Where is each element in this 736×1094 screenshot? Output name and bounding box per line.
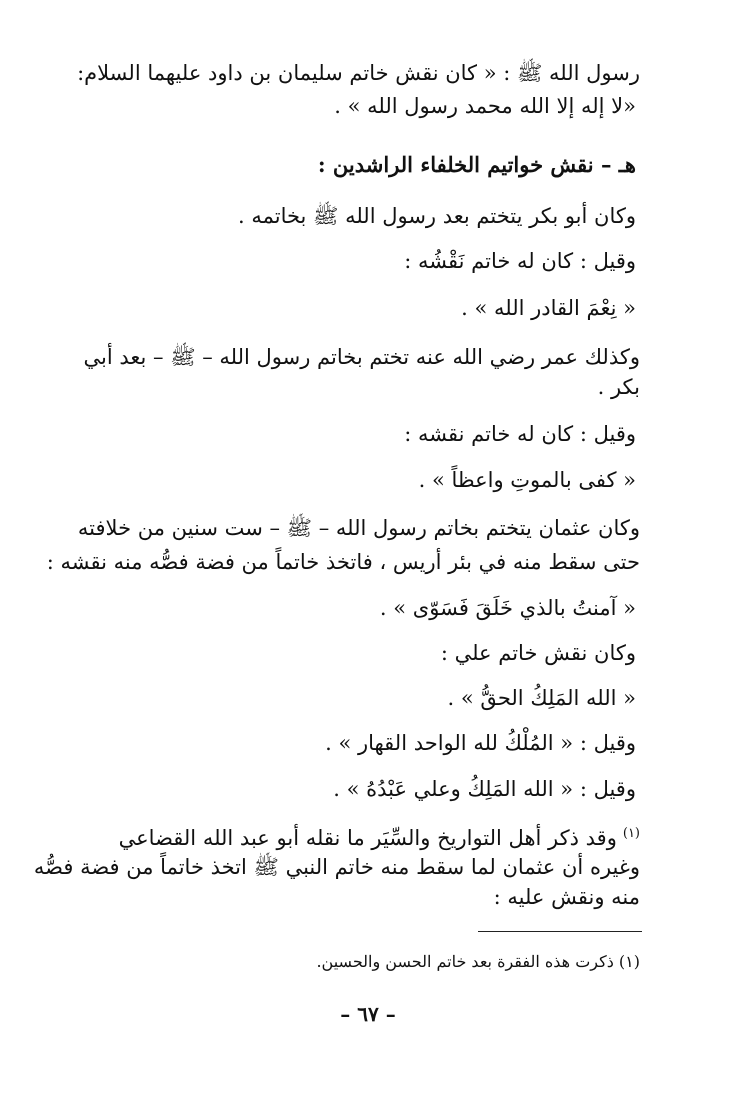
text-line-10: « كفى بالموتِ واعظاً » . xyxy=(418,468,636,492)
footnote-divider xyxy=(478,931,642,932)
text-line-17: وقيل : « الله المَلِكُ وعلي عَبْدُهُ » . xyxy=(333,777,636,801)
text-line-18-text: وقد ذكر أهل التواريخ والسِّيَر ما نقله أبو عبد الله القضاعي xyxy=(118,826,617,850)
text-line-13: « آمنتُ بالذي خَلَقَ فَسَوّى » . xyxy=(379,596,636,620)
text-line-12: حتى سقط منه في بئر أريس ، فاتخذ خاتماً من فضة فصُّه منه نقشه : xyxy=(46,550,640,574)
footnote-text: (١) ذكرت هذه الفقرة بعد خاتم الحسن والحسين. xyxy=(316,952,640,971)
text-line-7: وكذلك عمر رضي الله عنه تختم بخاتم رسول الله – ﷺ – بعد أبي xyxy=(83,345,640,369)
text-line-18 xyxy=(119,819,640,853)
footnote-reference[interactable]: (١) xyxy=(622,826,640,841)
text-line-9: وقيل : كان له خاتم نقشه : xyxy=(404,422,636,446)
text-line-1: رسول الله ﷺ : « كان نقش خاتم سليمان بن داود عليهما السلام: xyxy=(77,61,640,85)
text-line-5: وقيل : كان له خاتم نَقْشُه : xyxy=(404,249,636,273)
text-line-8: بكر . xyxy=(597,375,640,399)
text-line-20: منه ونقش عليه : xyxy=(493,885,640,909)
text-line-11: وكان عثمان يتختم بخاتم رسول الله – ﷺ – ست سنين من خلافته xyxy=(77,516,640,540)
text-line-16: وقيل : « المُلْكُ لله الواحد القهار » . xyxy=(325,731,636,755)
section-heading: هـ – نقش خواتيم الخلفاء الراشدين : xyxy=(317,152,636,177)
text-line-14: وكان نقش خاتم علي : xyxy=(440,641,636,665)
text-line-19: وغيره أن عثمان لما سقط منه خاتم النبي ﷺ اتخذ خاتماً من فضة فصُّه xyxy=(33,855,640,879)
text-line-2: «لا إله إلا الله محمد رسول الله » . xyxy=(334,94,636,118)
page-number: – ٦٧ – xyxy=(340,1002,396,1026)
text-line-6: « نِعْمَ القادر الله » . xyxy=(461,296,636,320)
text-line-15: « الله المَلِكُ الحقُّ » . xyxy=(447,686,636,710)
text-line-4: وكان أبو بكر يتختم بعد رسول الله ﷺ بخاتمه . xyxy=(237,204,636,228)
